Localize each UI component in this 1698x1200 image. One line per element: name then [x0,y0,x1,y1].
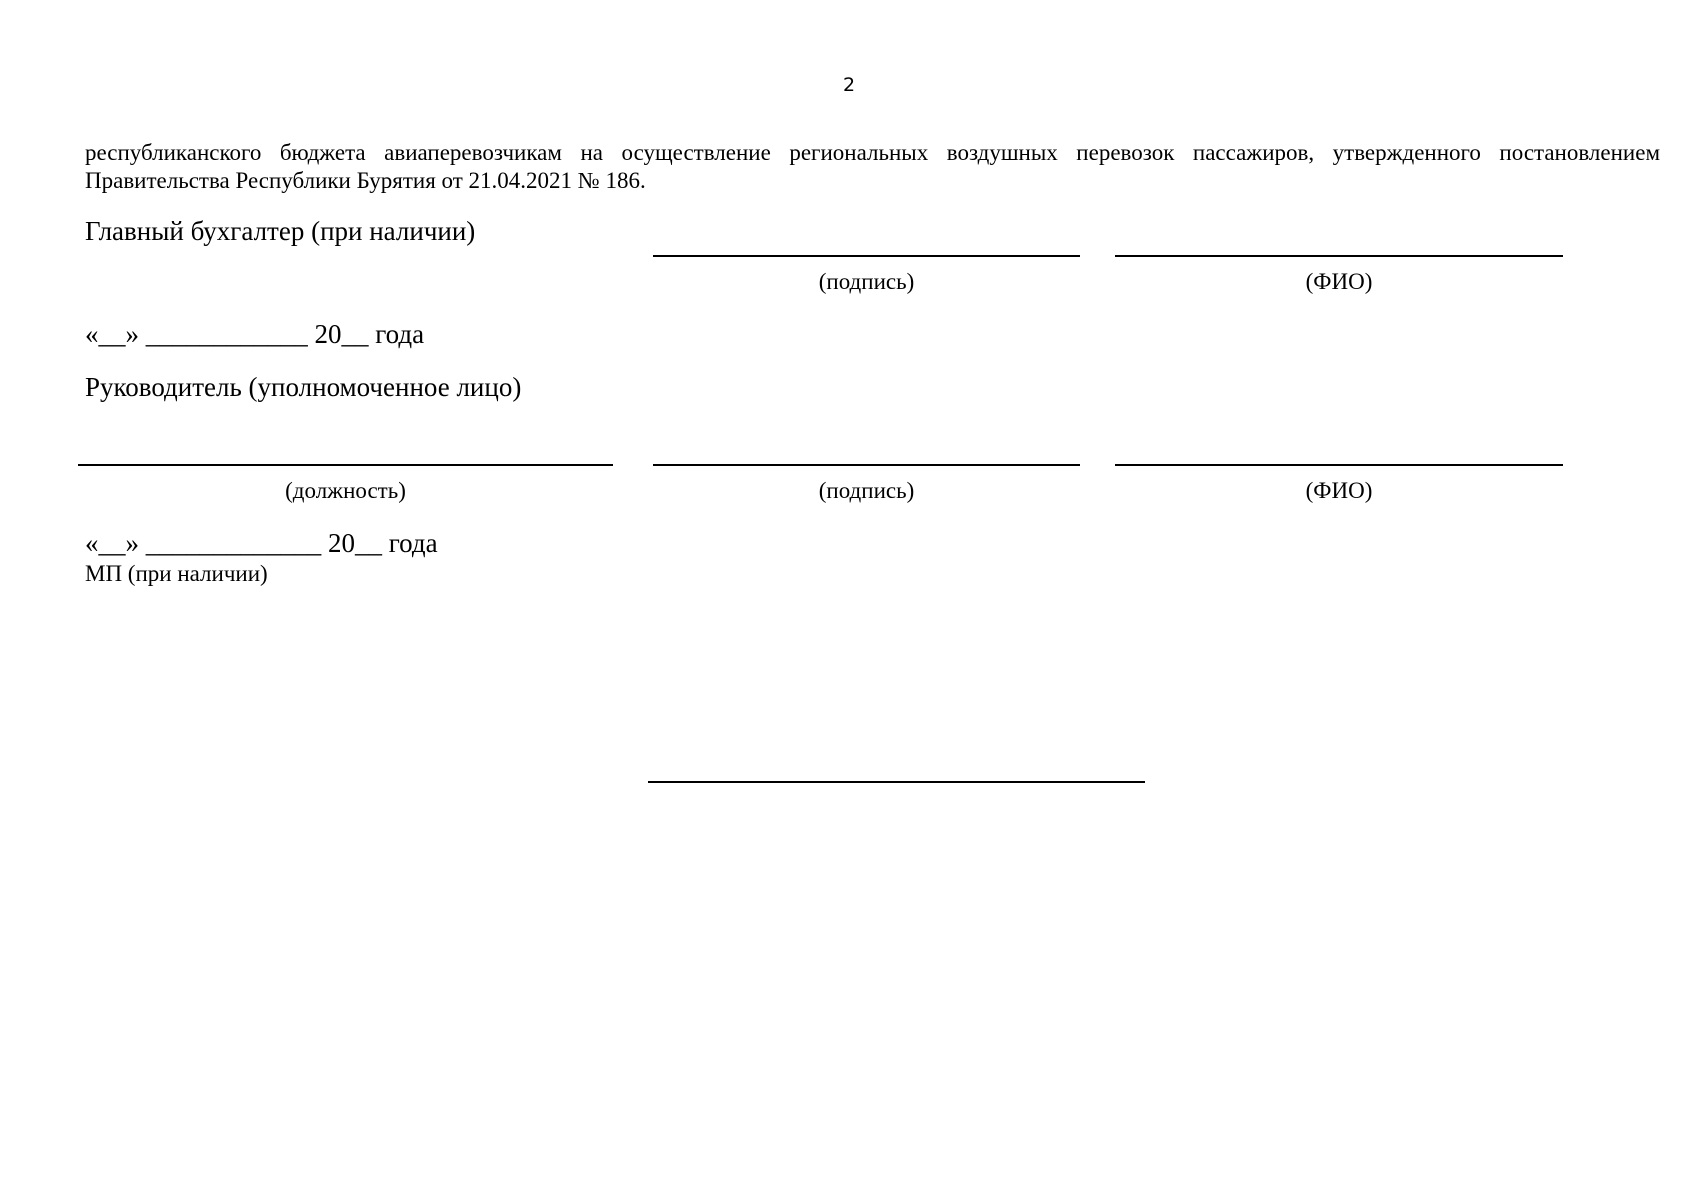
chief-accountant-name-caption: (ФИО) [1305,269,1373,294]
chief-accountant-signature-caption: (подпись) [818,269,915,294]
chief-accountant-label: Главный бухгалтер (при наличии) [85,216,476,246]
paragraph-line-1: республиканского бюджета авиаперевозчикам на осуществление региональных воздушных перевозок пассажиров, утвержденного постановлением [85,140,1660,165]
body-paragraph [85,139,1660,195]
chief-accountant-name-line [1115,255,1563,257]
head-signature-line [653,464,1080,466]
stamp-note: МП (при наличии) [85,561,268,586]
head-signature-caption: (подпись) [818,478,915,503]
page-number: 2 [842,74,856,96]
head-name-line [1115,464,1563,466]
paragraph-line-2: Правительства Республики Бурятия от 21.04.2021 № 186. [85,168,646,193]
head-label: Руководитель (уполномоченное лицо) [85,372,522,402]
closing-separator-line [648,781,1145,783]
head-date-line: «__» _____________ 20__ года [85,528,438,558]
head-position-line [78,464,613,466]
head-name-caption: (ФИО) [1305,478,1373,503]
chief-accountant-date-line: «__» ____________ 20__ года [85,319,425,349]
chief-accountant-signature-line [653,255,1080,257]
head-position-caption: (должность) [285,478,406,503]
